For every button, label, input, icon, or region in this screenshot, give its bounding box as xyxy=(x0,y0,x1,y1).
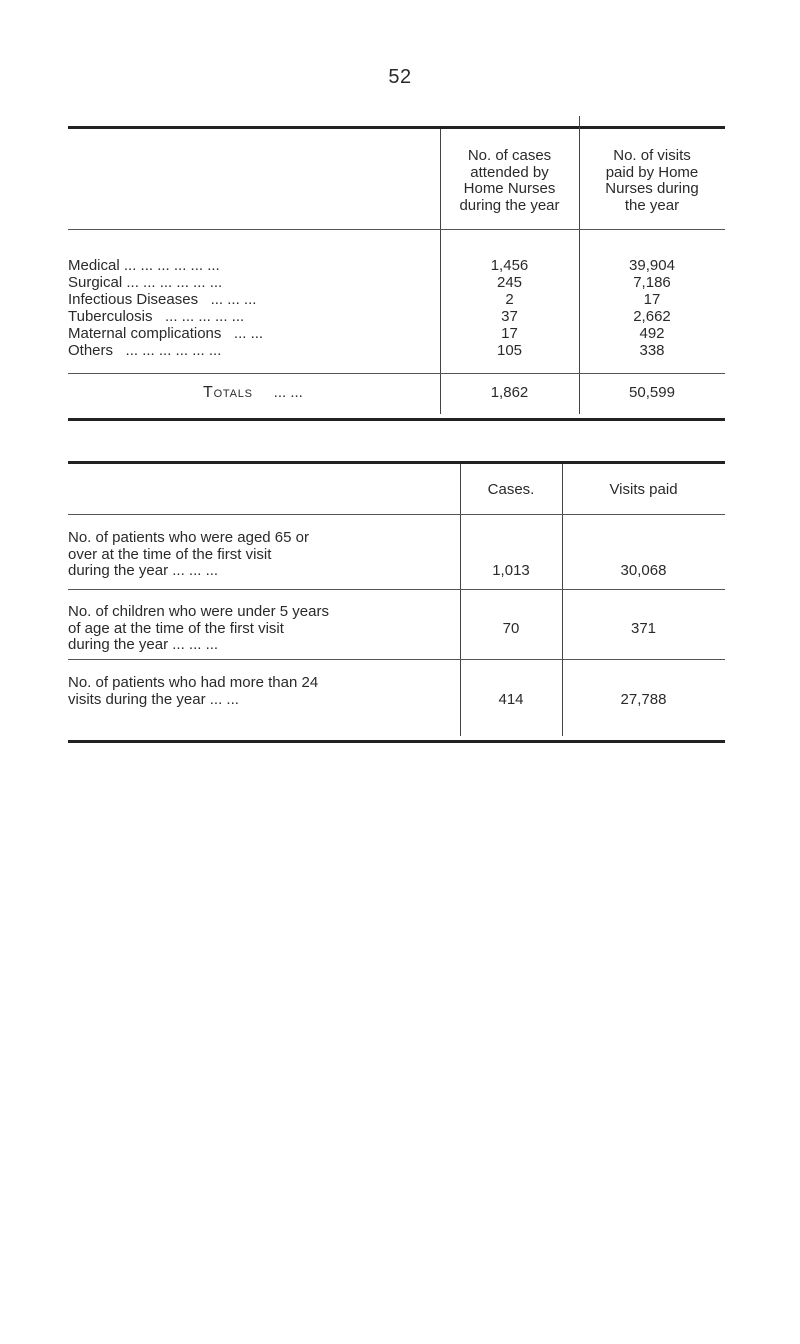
nursing-cases-table xyxy=(68,126,725,426)
cases-value: 1,013 xyxy=(492,562,530,579)
cases-value: 2 xyxy=(505,291,514,308)
row-description: No. of patients who had more than 24 visits during the year ... ... xyxy=(68,674,319,708)
totals-rule xyxy=(68,373,725,374)
row-label: Maternal complications ... ... xyxy=(68,325,264,342)
row-label: Surgical ... ... ... ... ... ... xyxy=(68,274,223,291)
totals-visits-value: 50,599 xyxy=(629,384,675,401)
visits-column-header: No. of visits paid by Home Nurses during the year xyxy=(605,147,699,214)
header-rule xyxy=(68,229,725,230)
cases-value: 37 xyxy=(501,308,518,325)
visits-value: 7,186 xyxy=(633,274,671,291)
cases-value: 414 xyxy=(498,691,524,708)
row-rule xyxy=(68,659,725,660)
visits-value: 27,788 xyxy=(620,691,667,708)
visits-value: 338 xyxy=(639,342,665,359)
table-bottom-rule xyxy=(68,418,725,421)
totals-label: Totals ... ... xyxy=(203,384,303,401)
visits-value: 371 xyxy=(630,620,657,637)
cases-value: 1,456 xyxy=(490,257,529,274)
visits-value: 17 xyxy=(643,291,661,308)
row-description: No. of patients who were aged 65 or over at the time of the first visit during the year ... ... ... xyxy=(68,529,309,579)
cases-value: 245 xyxy=(496,274,523,291)
row-label: Others ... ... ... ... ... ... xyxy=(68,342,222,359)
cases-column-header: Cases. xyxy=(487,481,535,498)
table-top-rule xyxy=(68,126,725,129)
row-rule xyxy=(68,589,725,590)
visits-value: 2,662 xyxy=(633,308,671,325)
row-label: Medical ... ... ... ... ... ... xyxy=(68,257,220,274)
row-label: Tuberculosis ... ... ... ... ... xyxy=(68,308,245,325)
cases-value: 17 xyxy=(501,325,518,342)
visits-value: 39,904 xyxy=(629,257,675,274)
header-rule xyxy=(68,514,725,515)
visits-value: 30,068 xyxy=(620,562,667,579)
cases-column-header: No. of cases attended by Home Nurses during the year xyxy=(459,147,560,214)
page-number: 52 xyxy=(388,66,412,88)
visits-column-header: Visits paid xyxy=(609,481,678,498)
row-label: Infectious Diseases ... ... ... xyxy=(68,291,257,308)
cases-value: 105 xyxy=(496,342,523,359)
table-bottom-rule xyxy=(68,740,725,743)
totals-cases-value: 1,862 xyxy=(490,384,529,401)
elderly-children-visits-table xyxy=(68,461,725,743)
cases-value: 70 xyxy=(502,620,520,637)
table-top-rule xyxy=(68,461,725,464)
row-description: No. of children who were under 5 years of age at the time of the first visit during the year ... ... ... xyxy=(68,603,329,653)
visits-value: 492 xyxy=(639,325,665,342)
